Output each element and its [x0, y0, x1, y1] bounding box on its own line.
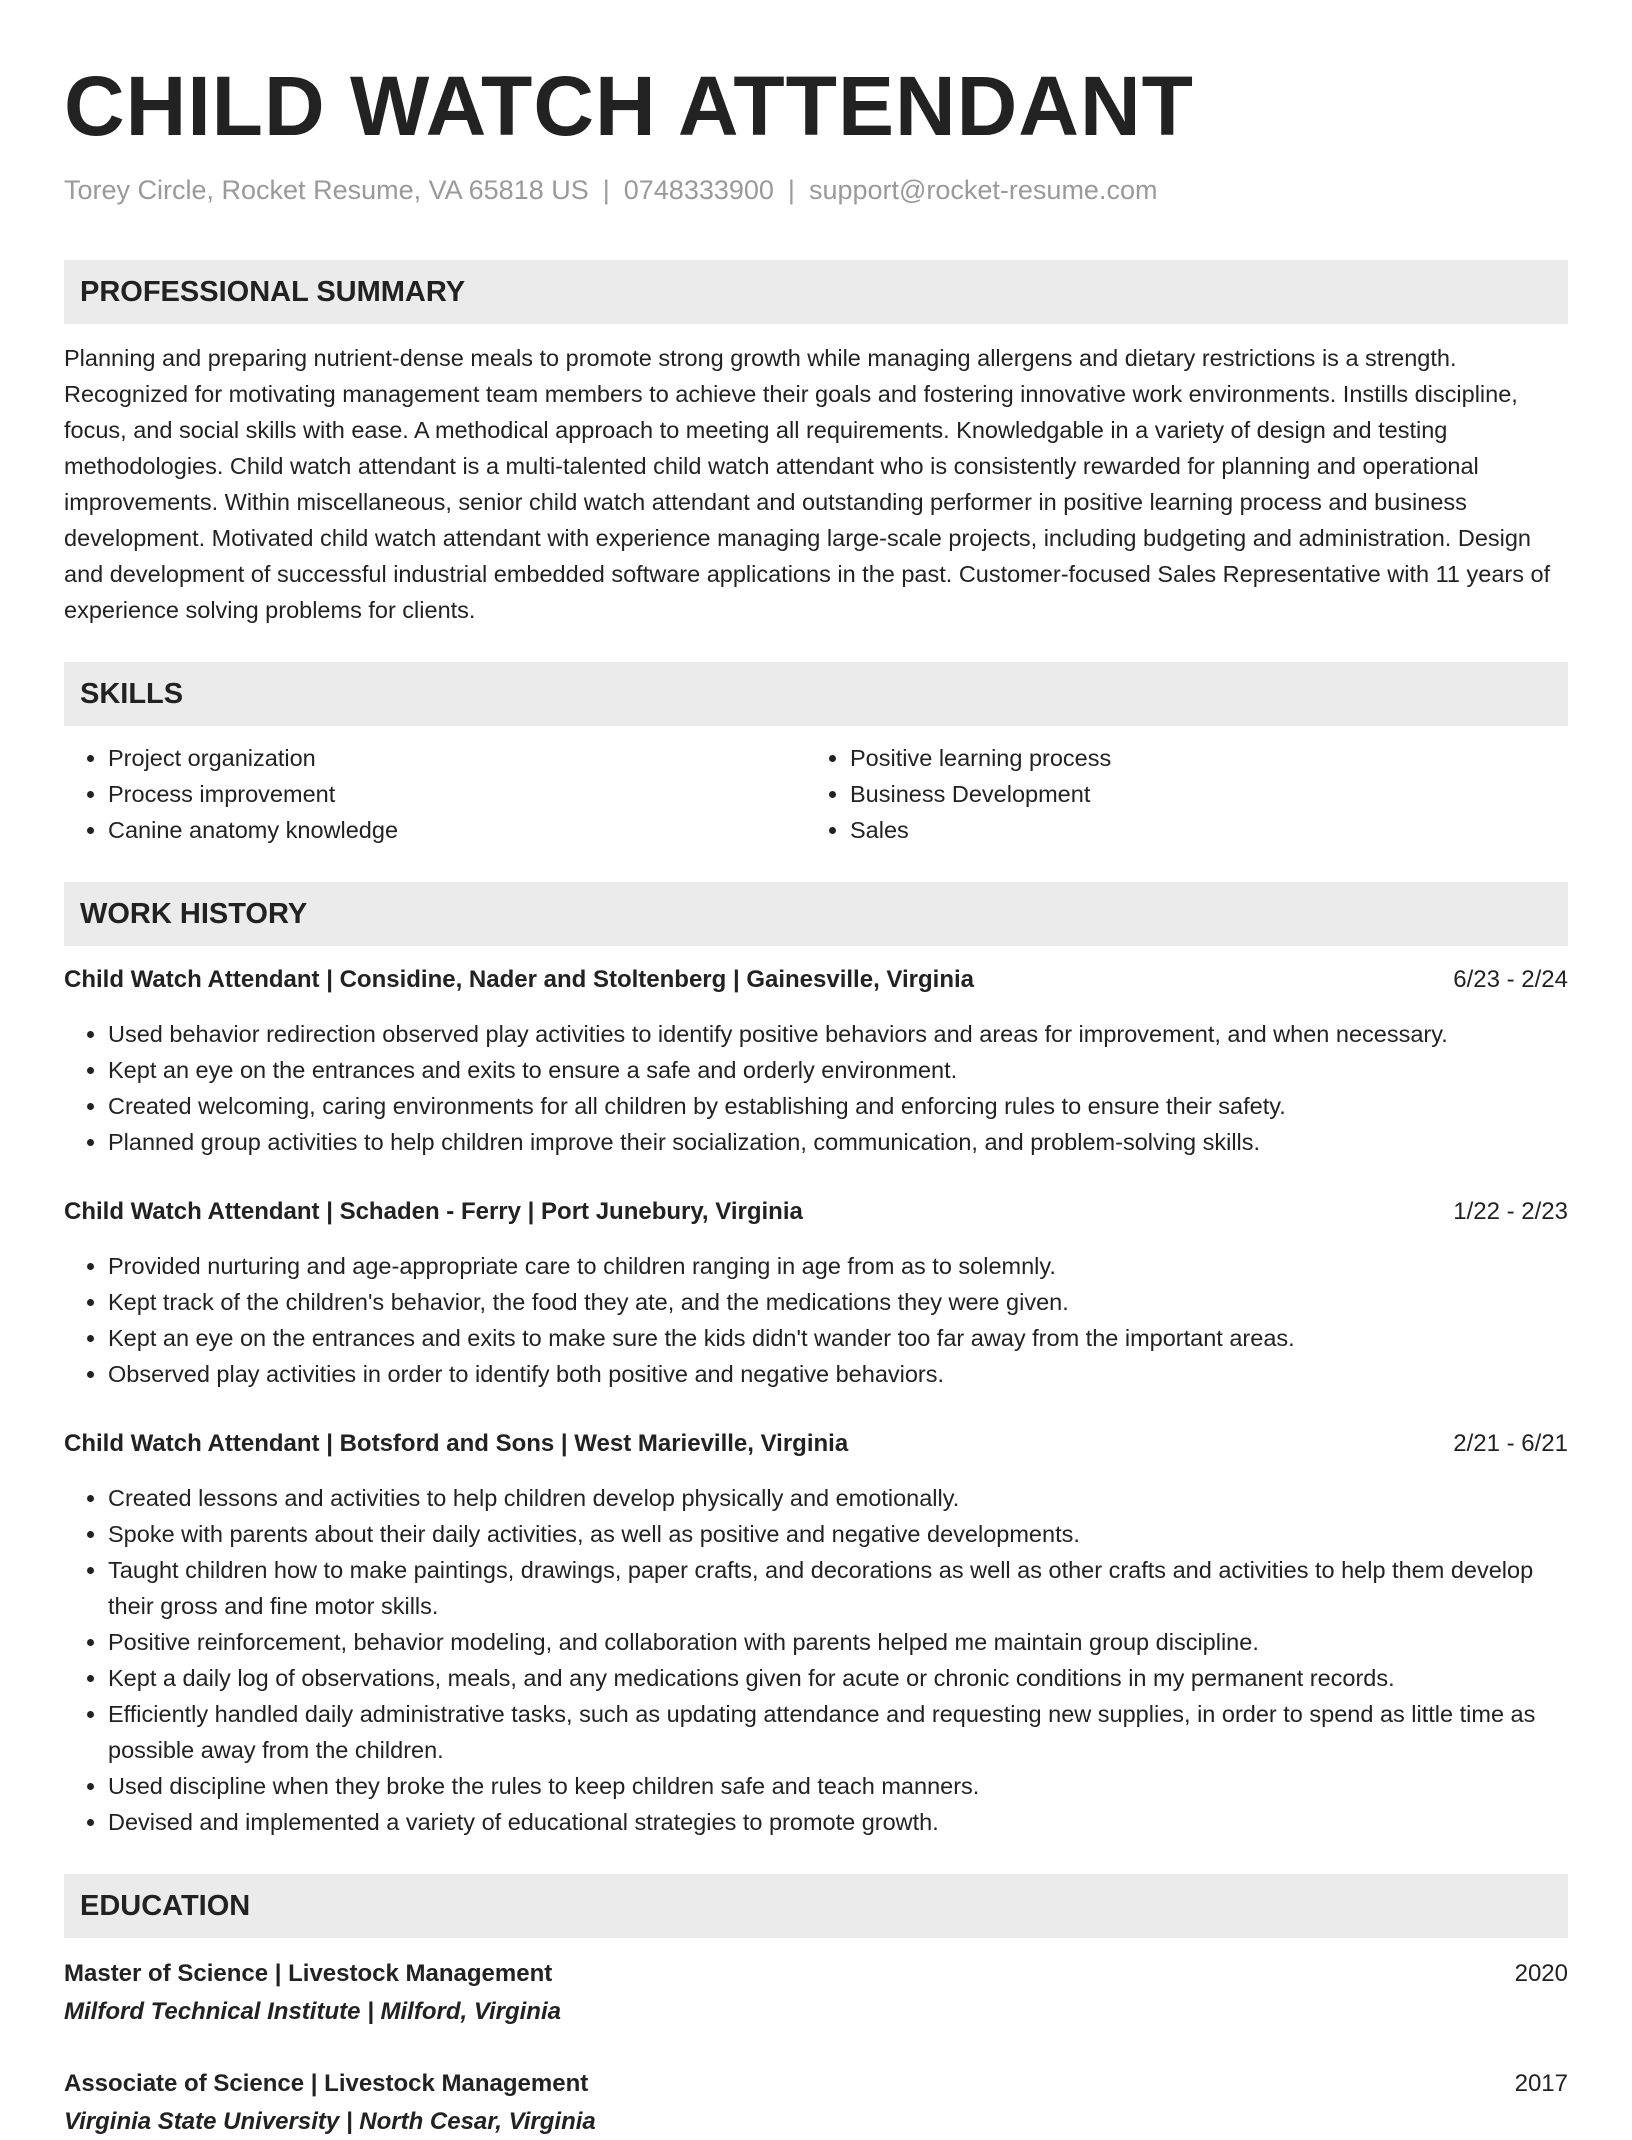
skill-item: • Positive learning process	[850, 740, 1548, 776]
job-bullet: • Devised and implemented a variety of educational strategies to promote growth.	[108, 1804, 1568, 1840]
candidate-name: CHILD WATCH ATTENDANT	[64, 59, 1194, 153]
job-bullets	[64, 1016, 1568, 1160]
job-bullet: • Kept a daily log of observations, meals, and any medications given for acute or chronic conditions in my permanent records.	[108, 1660, 1568, 1696]
skills-section-header: SKILLS	[64, 662, 1568, 726]
job-entry	[64, 962, 1568, 1160]
resume-page	[64, 58, 1568, 2140]
skill-item: • Project organization	[108, 740, 806, 776]
summary-text: Planning and preparing nutrient-dense meals to promote strong growth while managing allergens and dietary restrictions is a strength. Recognized for motivating management team members to achieve their goals and fostering innovative work environments. Instills discipline, focus, and social skills with ease. A methodical approach to meeting all requirements. Knowledgable in a variety of design and testing methodologies. Child watch attendant is a multi-talented child watch attendant who is consistently rewarded for planning and operational improvements. Within miscellaneous, senior child watch attendant and outstanding performer in positive learning process and business development. Motivated child watch attendant with experience managing large-scale projects, including budgeting and administration. Design and development of successful industrial embedded software applications in the past. Customer-focused Sales Representative with 11 years of experience solving problems for clients.	[64, 345, 1551, 623]
job-title: Child Watch Attendant | Botsford and Sons | West Marieville, Virginia	[64, 1430, 849, 1457]
skill-item: • Sales	[850, 812, 1548, 848]
job-bullet: • Spoke with parents about their daily activities, as well as positive and negative developments.	[108, 1516, 1568, 1552]
job-bullet: • Planned group activities to help children improve their socialization, communication, and problem-solving skills.	[108, 1124, 1568, 1160]
skills-column-left	[64, 740, 806, 848]
job-dates: 6/23 - 2/24	[1453, 966, 1568, 993]
skills-list	[64, 740, 1568, 848]
education-degree: Master of Science | Livestock Management	[64, 1960, 553, 1987]
education-year: 2017	[1514, 2070, 1568, 2097]
job-header	[64, 962, 1568, 998]
job-bullet: • Kept track of the children's behavior, the food they ate, and the medications they were given.	[108, 1284, 1568, 1320]
job-bullet: • Observed play activities in order to identify both positive and negative behaviors.	[108, 1356, 1568, 1392]
work-history-section-header: WORK HISTORY	[64, 882, 1568, 946]
skill-item: • Process improvement	[108, 776, 806, 812]
education-year: 2020	[1514, 1960, 1568, 1987]
education-entry	[64, 2066, 1568, 2140]
contact-separator: |	[602, 175, 610, 205]
job-bullet: • Efficiently handled daily administrative tasks, such as updating attendance and requesting new supplies, in order to spend as little time as possible away from the children.	[108, 1696, 1568, 1768]
skill-item: • Canine anatomy knowledge	[108, 812, 806, 848]
contact-email: support@rocket-resume.com	[808, 175, 1158, 205]
education-degree: Associate of Science | Livestock Management	[64, 2070, 589, 2097]
job-bullet: • Positive reinforcement, behavior modeling, and collaboration with parents helped me maintain group discipline.	[108, 1624, 1568, 1660]
contact-phone: 0748333900	[623, 175, 774, 205]
job-entry	[64, 1194, 1568, 1392]
education-header	[64, 2066, 1568, 2102]
skills-column-right	[806, 740, 1548, 848]
education-school: Virginia State University | North Cesar, Virginia	[64, 2108, 596, 2135]
job-title: Child Watch Attendant | Considine, Nader and Stoltenberg | Gainesville, Virginia	[64, 966, 974, 993]
job-bullet: • Taught children how to make paintings, drawings, paper crafts, and decorations as well as other crafts and activities to help them develop their gross and fine motor skills.	[108, 1552, 1568, 1624]
contact-line	[64, 172, 1568, 208]
education-school: Milford Technical Institute | Milford, Virginia	[64, 1998, 561, 2025]
job-dates: 2/21 - 6/21	[1453, 1430, 1568, 1457]
education-entry	[64, 1956, 1568, 2030]
education-header	[64, 1956, 1568, 1992]
contact-address: Torey Circle, Rocket Resume, VA 65818 US	[64, 175, 589, 205]
job-bullet: • Used discipline when they broke the rules to keep children safe and teach manners.	[108, 1768, 1568, 1804]
job-bullet: • Created lessons and activities to help children develop physically and emotionally.	[108, 1480, 1568, 1516]
education-section-header: EDUCATION	[64, 1874, 1568, 1938]
job-bullet: • Provided nurturing and age-appropriate care to children ranging in age from as to solemnly.	[108, 1248, 1568, 1284]
job-bullet: • Used behavior redirection observed play activities to identify positive behaviors and areas for improvement, and when necessary.	[108, 1016, 1568, 1052]
contact-separator: |	[787, 175, 795, 205]
job-title: Child Watch Attendant | Schaden - Ferry | Port Junebury, Virginia	[64, 1198, 803, 1225]
job-bullet: • Kept an eye on the entrances and exits to make sure the kids didn't wander too far away from the important areas.	[108, 1320, 1568, 1356]
job-entry	[64, 1426, 1568, 1840]
job-dates: 1/22 - 2/23	[1453, 1198, 1568, 1225]
job-bullet: • Created welcoming, caring environments for all children by establishing and enforcing rules to ensure their safety.	[108, 1088, 1568, 1124]
job-bullet: • Kept an eye on the entrances and exits to ensure a safe and orderly environment.	[108, 1052, 1568, 1088]
job-header	[64, 1194, 1568, 1230]
job-bullets	[64, 1480, 1568, 1840]
summary-section-header: PROFESSIONAL SUMMARY	[64, 260, 1568, 324]
job-header	[64, 1426, 1568, 1462]
skill-item: • Business Development	[850, 776, 1548, 812]
job-bullets	[64, 1248, 1568, 1392]
